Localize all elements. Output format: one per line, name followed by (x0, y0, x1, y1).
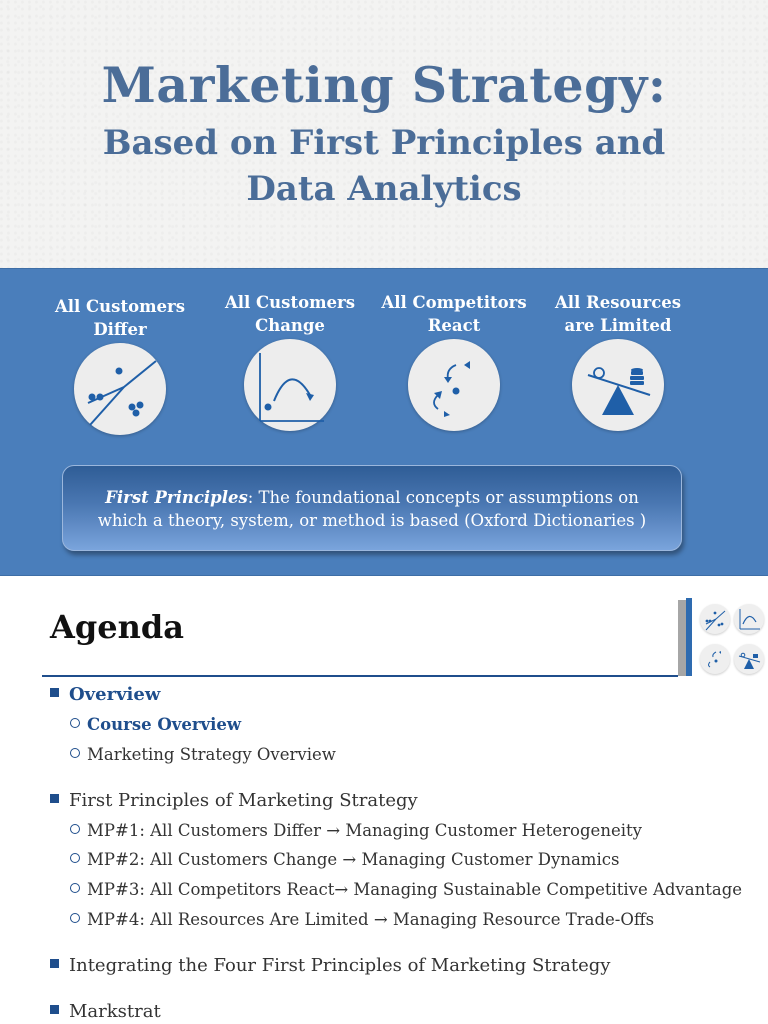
segments-icon (74, 343, 166, 435)
subitem-mp4 (70, 910, 654, 929)
accent-bar (686, 598, 692, 676)
title-area (0, 0, 768, 268)
agenda-item-integrating (50, 955, 610, 976)
principle-customers-differ (40, 295, 200, 435)
bullet-square-icon (50, 1005, 59, 1014)
bullet-circle-icon (70, 748, 80, 758)
subitem-label: MP#1: All Customers Differ → Managing Customer Heterogeneity (87, 821, 642, 840)
principles-band (0, 268, 768, 576)
agenda-title: Agenda (50, 608, 184, 646)
accent-bar (678, 600, 686, 676)
subitem-mp3 (70, 880, 742, 899)
balance-scale-icon (572, 339, 664, 431)
principle-label: All Customers Differ (54, 297, 186, 339)
principle-resources-limited (538, 291, 698, 431)
curve-chart-icon (734, 604, 764, 634)
agenda-item-label: Integrating the Four First Principles of Marketing Strategy (69, 955, 611, 976)
slide-title: Marketing Strategy: (101, 56, 667, 114)
agenda-item-label: Overview (69, 684, 161, 705)
subitem-mp1 (70, 821, 642, 840)
reaction-arrows-icon (408, 339, 500, 431)
bullet-square-icon (50, 959, 59, 968)
subitem-label: MP#2: All Customers Change → Managing Customer Dynamics (87, 850, 620, 869)
bullet-circle-icon (70, 853, 80, 863)
subitem-mp2 (70, 850, 619, 869)
subitem-label: MP#4: All Resources Are Limited → Managing Resource Trade-Offs (87, 910, 655, 929)
principle-label: All Resources are Limited (554, 293, 682, 335)
slide-subtitle: Based on First Principles and Data Analytics (102, 123, 666, 209)
agenda-item-label: Markstrat (69, 1001, 161, 1022)
subitem-marketing-strategy-overview (70, 745, 336, 764)
subitem-label: Course Overview (87, 715, 242, 734)
definition-box (62, 465, 682, 551)
principle-label: All Competitors React (381, 293, 527, 335)
agenda-item-overview (50, 684, 160, 705)
definition-text: : The foundational concepts or assumptions on which a theory, system, or method is based (Oxford Dictionaries ) (97, 488, 647, 530)
bullet-square-icon (50, 794, 59, 803)
agenda-slide (0, 576, 768, 1024)
agenda-item-label: First Principles of Marketing Strategy (69, 790, 418, 811)
segments-icon (700, 604, 730, 634)
bullet-circle-icon (70, 883, 80, 893)
subitem-course-overview (70, 715, 241, 734)
subitem-label: MP#3: All Competitors React→ Managing Sustainable Competitive Advantage (87, 880, 743, 899)
definition-term: First Principles (105, 488, 248, 507)
reaction-arrows-icon (700, 644, 730, 674)
bullet-square-icon (50, 688, 59, 697)
title-underline (42, 675, 678, 677)
bullet-circle-icon (70, 913, 80, 923)
agenda-item-first-principles (50, 790, 418, 811)
balance-scale-icon (734, 644, 764, 674)
principle-competitors-react (374, 291, 534, 431)
bullet-circle-icon (70, 718, 80, 728)
principle-label: All Customers Change (224, 293, 356, 335)
principle-customers-change (210, 291, 370, 431)
bullet-circle-icon (70, 824, 80, 834)
subitem-label: Marketing Strategy Overview (87, 745, 336, 764)
agenda-item-markstrat (50, 1001, 161, 1022)
curve-chart-icon (244, 339, 336, 431)
